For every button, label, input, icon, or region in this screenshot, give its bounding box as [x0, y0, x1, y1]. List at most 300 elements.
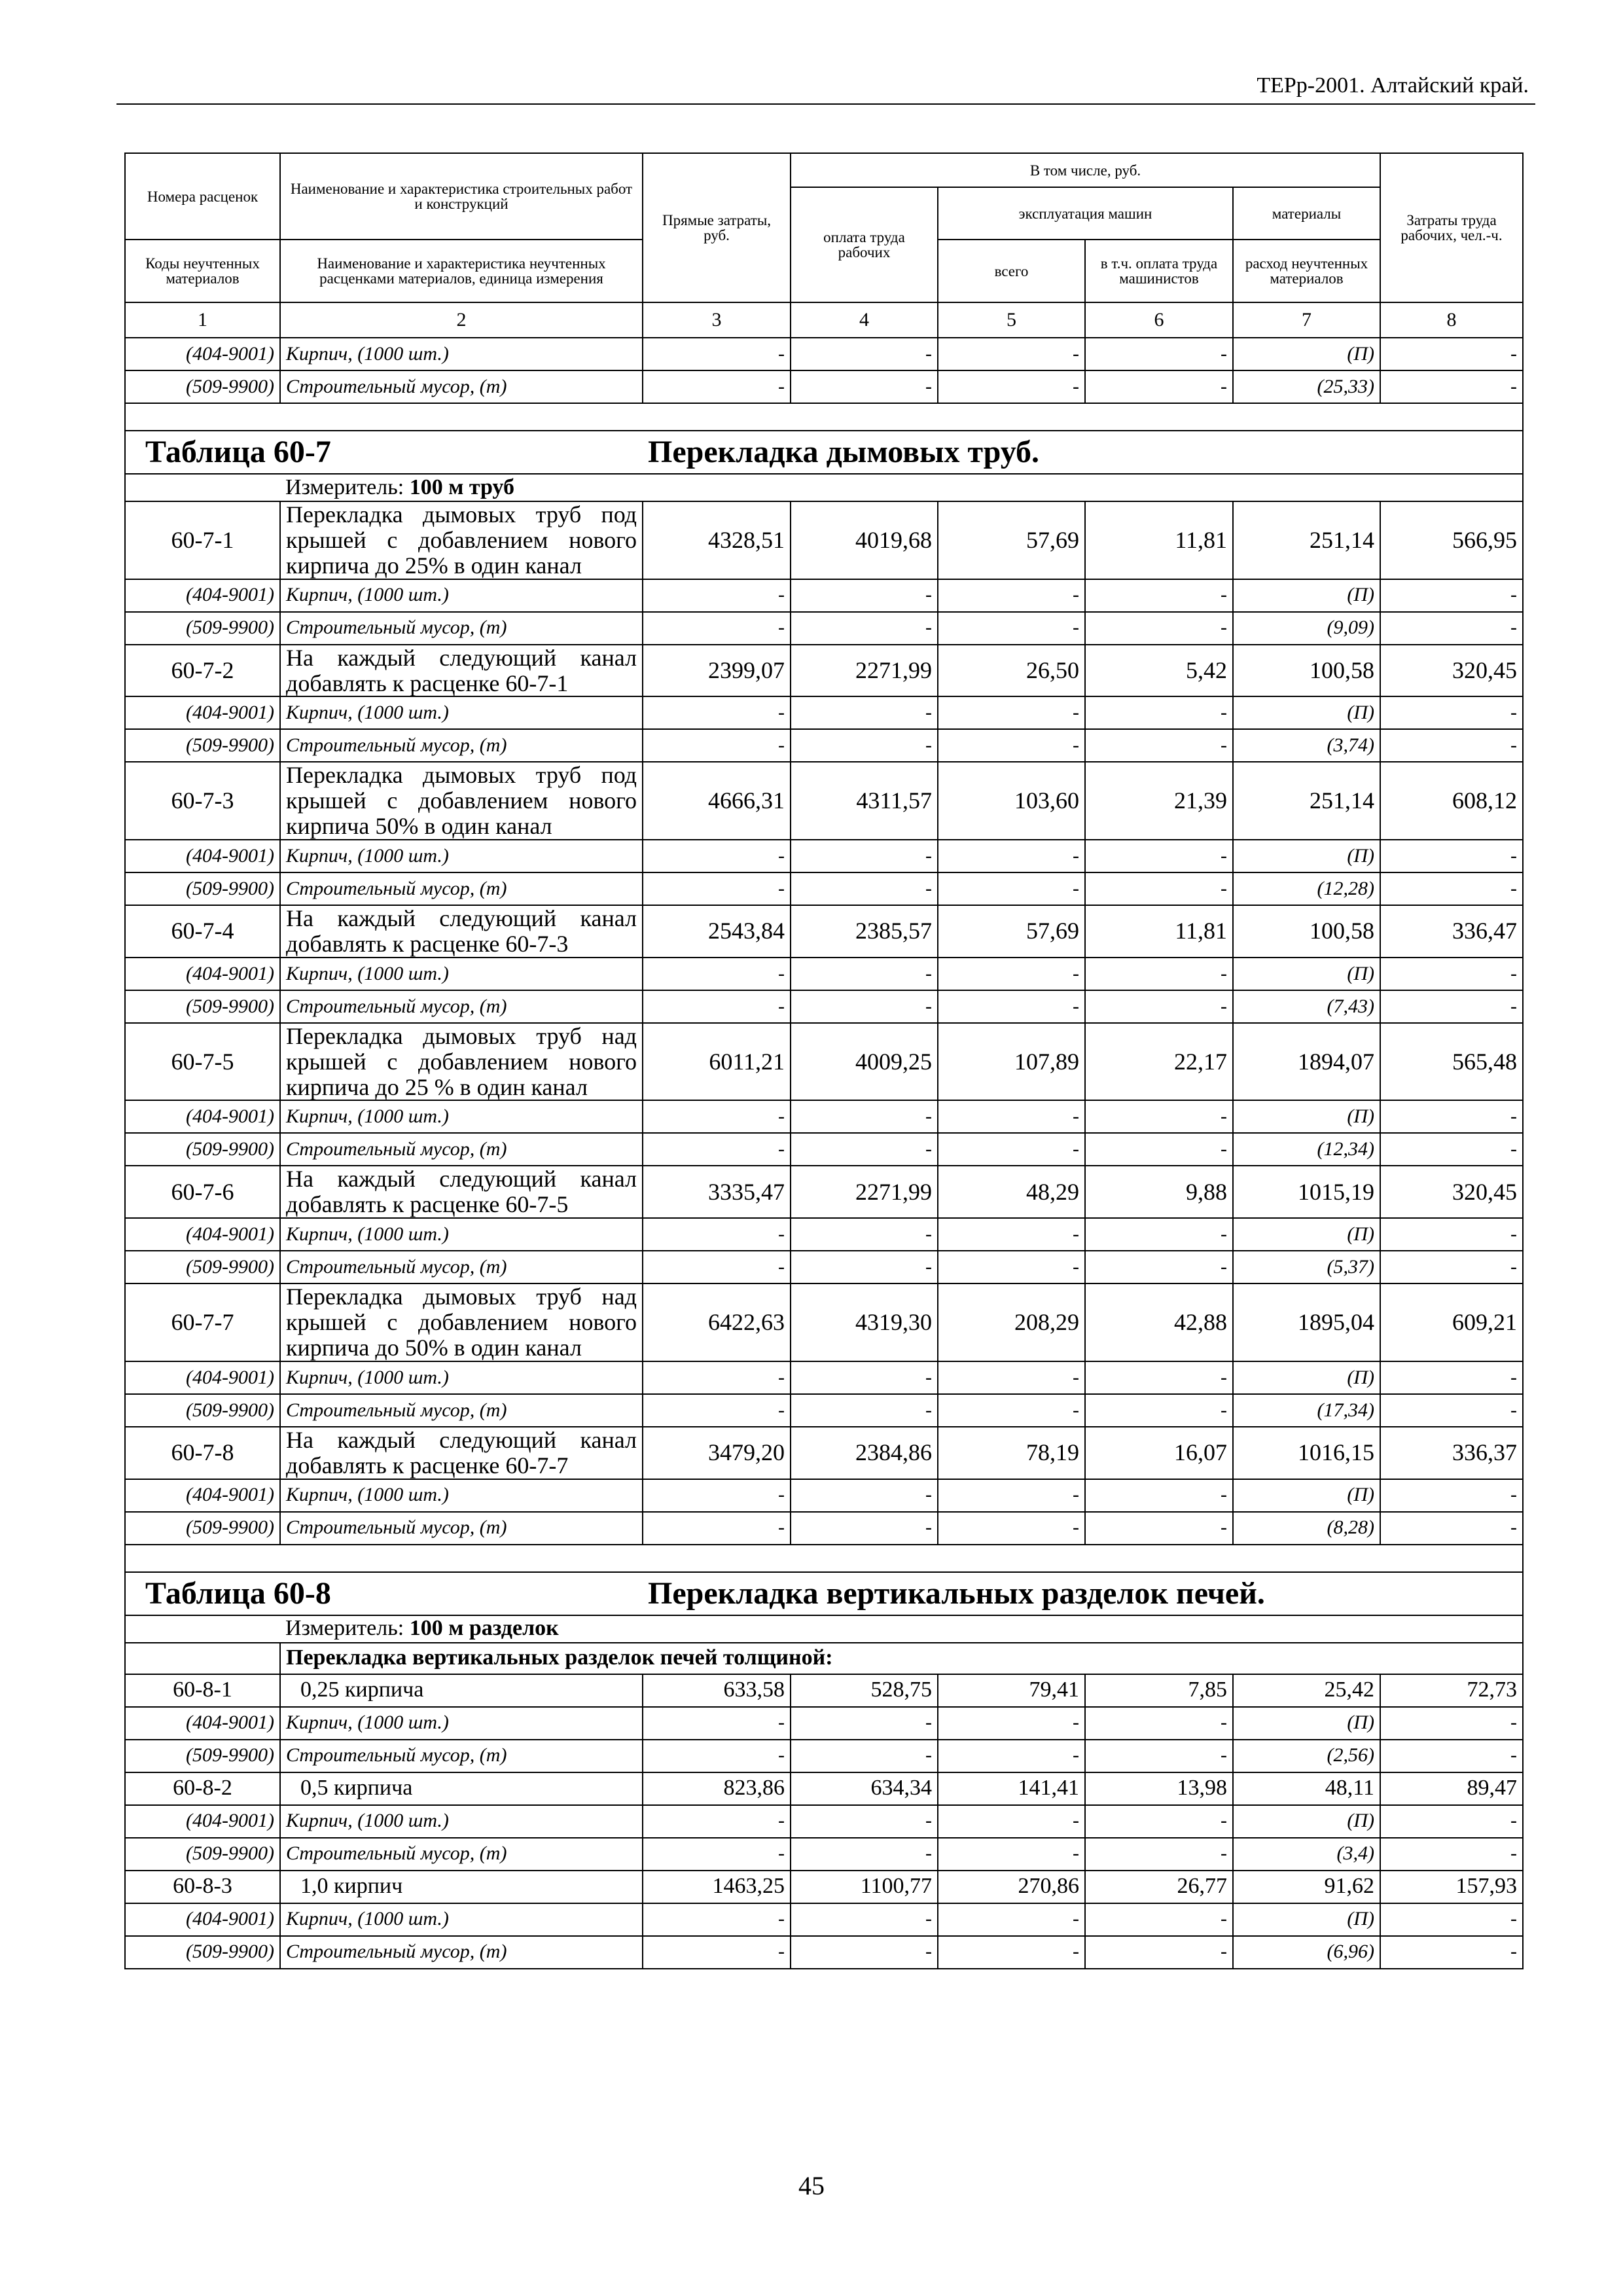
rate-code: 60-8-3	[125, 1871, 280, 1903]
material-name: Кирпич, (1000 шт.)	[280, 1707, 643, 1740]
material-labor-value: -	[1380, 1903, 1523, 1936]
material-machw-value: -	[1085, 338, 1233, 370]
rate-direct-value: 6011,21	[643, 1023, 791, 1101]
material-wages-value: -	[791, 1133, 938, 1166]
rate-labor-value: 608,12	[1380, 762, 1523, 840]
material-code: (509-9900)	[125, 990, 280, 1023]
rate-row	[125, 1166, 1523, 1218]
rate-mach-value: 26,50	[938, 645, 1085, 697]
material-mach-value: -	[938, 696, 1085, 729]
material-code: (509-9900)	[125, 872, 280, 905]
material-mach-value: -	[938, 612, 1085, 645]
material-wages-value: -	[791, 1100, 938, 1133]
material-row	[125, 1394, 1523, 1427]
rate-description: Перекладка дымовых труб под крышей с добавлением нового кирпича 50% в один канал	[280, 762, 643, 840]
rate-mach-value: 208,29	[938, 1283, 1085, 1361]
material-code: (509-9900)	[125, 1936, 280, 1969]
material-wages-value: -	[791, 1903, 938, 1936]
rate-direct-value: 4328,51	[643, 501, 791, 579]
rate-description: На каждый следующий канал добавлять к расценке 60-7-7	[280, 1427, 643, 1479]
col-header-materials: материалы	[1233, 187, 1380, 240]
material-labor-value: -	[1380, 338, 1523, 370]
rate-machw-value: 9,88	[1085, 1166, 1233, 1218]
rate-wages-value: 4319,30	[791, 1283, 938, 1361]
material-direct-value: -	[643, 1936, 791, 1969]
rate-row	[125, 1674, 1523, 1707]
rate-mach-value: 79,41	[938, 1674, 1085, 1707]
material-code: (509-9900)	[125, 612, 280, 645]
table-gap-cell	[125, 403, 1523, 431]
rate-direct-value: 4666,31	[643, 762, 791, 840]
table-gap-cell	[125, 1545, 1523, 1572]
material-machw-value: -	[1085, 1100, 1233, 1133]
rate-row	[125, 1772, 1523, 1805]
material-machw-value: -	[1085, 612, 1233, 645]
meter-prefix: Измеритель:	[285, 1616, 404, 1641]
col-number: 5	[938, 302, 1085, 338]
col-header-mat-use: расход неучтенных материалов	[1233, 240, 1380, 302]
material-row	[125, 1133, 1523, 1166]
material-labor-value: -	[1380, 1251, 1523, 1283]
material-wages-value: -	[791, 990, 938, 1023]
rate-labor-value: 72,73	[1380, 1674, 1523, 1707]
rate-mach-value: 48,29	[938, 1166, 1085, 1218]
material-code: (404-9001)	[125, 958, 280, 990]
material-mat-value: (3,4)	[1233, 1838, 1380, 1871]
material-direct-value: -	[643, 840, 791, 872]
material-mach-value: -	[938, 1838, 1085, 1871]
rate-mat-value: 1895,04	[1233, 1283, 1380, 1361]
material-code: (509-9900)	[125, 370, 280, 403]
rate-mat-value: 48,11	[1233, 1772, 1380, 1805]
material-code: (404-9001)	[125, 1903, 280, 1936]
material-mach-value: -	[938, 1903, 1085, 1936]
col-number: 3	[643, 302, 791, 338]
table-label: Таблица 60-7	[125, 431, 643, 474]
material-wages-value: -	[791, 958, 938, 990]
table-title-row	[125, 1572, 1523, 1615]
material-name: Строительный мусор, (т)	[280, 370, 643, 403]
meter-row	[125, 1615, 1523, 1643]
material-name: Строительный мусор, (т)	[280, 872, 643, 905]
col-number: 7	[1233, 302, 1380, 338]
material-wages-value: -	[791, 1479, 938, 1512]
document-title: ТЕРр-2001. Алтайский край.	[1257, 73, 1529, 98]
col-header-code2: Коды неучтенных материалов	[125, 240, 280, 302]
material-row	[125, 1512, 1523, 1545]
material-wages-value: -	[791, 1936, 938, 1969]
rate-mat-value: 251,14	[1233, 501, 1380, 579]
material-mach-value: -	[938, 1740, 1085, 1772]
material-mat-value: (П)	[1233, 696, 1380, 729]
rate-machw-value: 16,07	[1085, 1427, 1233, 1479]
material-direct-value: -	[643, 612, 791, 645]
material-wages-value: -	[791, 729, 938, 762]
material-mat-value: (2,56)	[1233, 1740, 1380, 1772]
material-wages-value: -	[791, 1361, 938, 1394]
material-direct-value: -	[643, 370, 791, 403]
rate-mach-value: 103,60	[938, 762, 1085, 840]
meter-cell	[280, 1615, 1523, 1643]
rate-description: 0,5 кирпича	[280, 1772, 643, 1805]
rate-description: Перекладка дымовых труб над крышей с добавлением нового кирпича до 25 % в один канал	[280, 1023, 643, 1101]
material-code: (509-9900)	[125, 1251, 280, 1283]
table-title-row	[125, 431, 1523, 474]
material-wages-value: -	[791, 1394, 938, 1427]
material-labor-value: -	[1380, 1394, 1523, 1427]
material-wages-value: -	[791, 1707, 938, 1740]
material-labor-value: -	[1380, 1936, 1523, 1969]
material-name: Кирпич, (1000 шт.)	[280, 1218, 643, 1251]
material-labor-value: -	[1380, 1479, 1523, 1512]
rate-mach-value: 270,86	[938, 1871, 1085, 1903]
rate-mach-value: 57,69	[938, 501, 1085, 579]
material-machw-value: -	[1085, 370, 1233, 403]
table-title: Перекладка вертикальных разделок печей.	[643, 1572, 1523, 1615]
material-name: Кирпич, (1000 шт.)	[280, 840, 643, 872]
material-mach-value: -	[938, 729, 1085, 762]
col-header-code: Номера расценок	[125, 153, 280, 240]
rate-machw-value: 21,39	[1085, 762, 1233, 840]
col-number: 4	[791, 302, 938, 338]
material-direct-value: -	[643, 1740, 791, 1772]
rate-row	[125, 645, 1523, 697]
section-spacer	[125, 1643, 280, 1674]
material-name: Кирпич, (1000 шт.)	[280, 1903, 643, 1936]
rate-code: 60-7-5	[125, 1023, 280, 1101]
material-code: (404-9001)	[125, 579, 280, 612]
material-wages-value: -	[791, 840, 938, 872]
rate-row	[125, 1283, 1523, 1361]
rate-labor-value: 565,48	[1380, 1023, 1523, 1101]
material-name: Строительный мусор, (т)	[280, 1740, 643, 1772]
rate-mach-value: 57,69	[938, 905, 1085, 958]
material-direct-value: -	[643, 1100, 791, 1133]
rate-wages-value: 2271,99	[791, 1166, 938, 1218]
material-machw-value: -	[1085, 840, 1233, 872]
material-mach-value: -	[938, 1394, 1085, 1427]
material-wages-value: -	[791, 872, 938, 905]
rate-code: 60-7-4	[125, 905, 280, 958]
material-row	[125, 840, 1523, 872]
material-row	[125, 1100, 1523, 1133]
material-labor-value: -	[1380, 1805, 1523, 1838]
rate-mat-value: 251,14	[1233, 762, 1380, 840]
section-row	[125, 1643, 1523, 1674]
material-mat-value: (П)	[1233, 338, 1380, 370]
material-machw-value: -	[1085, 1133, 1233, 1166]
col-header-direct: Прямые затраты, руб.	[643, 153, 791, 302]
material-code: (509-9900)	[125, 729, 280, 762]
rate-code: 60-8-1	[125, 1674, 280, 1707]
rate-row	[125, 501, 1523, 579]
rate-code: 60-8-2	[125, 1772, 280, 1805]
material-name: Кирпич, (1000 шт.)	[280, 958, 643, 990]
rate-labor-value: 157,93	[1380, 1871, 1523, 1903]
material-wages-value: -	[791, 1805, 938, 1838]
material-mach-value: -	[938, 1218, 1085, 1251]
rate-code: 60-7-3	[125, 762, 280, 840]
material-code: (509-9900)	[125, 1133, 280, 1166]
rate-machw-value: 11,81	[1085, 905, 1233, 958]
material-wages-value: -	[791, 1251, 938, 1283]
material-labor-value: -	[1380, 1838, 1523, 1871]
material-mach-value: -	[938, 990, 1085, 1023]
material-mach-value: -	[938, 1100, 1085, 1133]
material-direct-value: -	[643, 1133, 791, 1166]
material-row	[125, 1740, 1523, 1772]
rate-mach-value: 78,19	[938, 1427, 1085, 1479]
material-mat-value: (П)	[1233, 1707, 1380, 1740]
material-mat-value: (12,34)	[1233, 1133, 1380, 1166]
rate-description: На каждый следующий канал добавлять к расценке 60-7-5	[280, 1166, 643, 1218]
material-row	[125, 1838, 1523, 1871]
material-mat-value: (7,43)	[1233, 990, 1380, 1023]
material-mat-value: (5,37)	[1233, 1251, 1380, 1283]
col-number: 6	[1085, 302, 1233, 338]
material-machw-value: -	[1085, 1903, 1233, 1936]
rate-labor-value: 609,21	[1380, 1283, 1523, 1361]
rate-direct-value: 633,58	[643, 1674, 791, 1707]
table-title: Перекладка дымовых труб.	[643, 431, 1523, 474]
col-number: 1	[125, 302, 280, 338]
material-wages-value: -	[791, 338, 938, 370]
material-mat-value: (П)	[1233, 1218, 1380, 1251]
material-wages-value: -	[791, 612, 938, 645]
rate-code: 60-7-1	[125, 501, 280, 579]
rate-row	[125, 762, 1523, 840]
material-direct-value: -	[643, 1707, 791, 1740]
rate-machw-value: 5,42	[1085, 645, 1233, 697]
material-mat-value: (25,33)	[1233, 370, 1380, 403]
material-code: (404-9001)	[125, 840, 280, 872]
header-row-1	[125, 153, 1523, 187]
material-mach-value: -	[938, 1133, 1085, 1166]
rate-row	[125, 1427, 1523, 1479]
rate-row	[125, 1871, 1523, 1903]
rate-description: 0,25 кирпича	[280, 1674, 643, 1707]
material-machw-value: -	[1085, 1479, 1233, 1512]
material-mat-value: (9,09)	[1233, 612, 1380, 645]
rate-direct-value: 823,86	[643, 1772, 791, 1805]
meter-row	[125, 474, 1523, 501]
material-code: (404-9001)	[125, 696, 280, 729]
material-row	[125, 958, 1523, 990]
material-mat-value: (П)	[1233, 1805, 1380, 1838]
material-mach-value: -	[938, 1251, 1085, 1283]
col-header-machines: эксплуатация машин	[938, 187, 1233, 240]
material-row	[125, 1707, 1523, 1740]
material-mat-value: (П)	[1233, 1903, 1380, 1936]
rate-labor-value: 320,45	[1380, 645, 1523, 697]
material-name: Строительный мусор, (т)	[280, 1838, 643, 1871]
material-labor-value: -	[1380, 990, 1523, 1023]
material-row	[125, 338, 1523, 370]
meter-spacer	[125, 1615, 280, 1643]
page-number: 45	[798, 2171, 825, 2200]
material-mach-value: -	[938, 840, 1085, 872]
material-name: Строительный мусор, (т)	[280, 612, 643, 645]
rate-wages-value: 528,75	[791, 1674, 938, 1707]
material-mat-value: (П)	[1233, 958, 1380, 990]
material-mat-value: (8,28)	[1233, 1512, 1380, 1545]
material-direct-value: -	[643, 1218, 791, 1251]
rate-direct-value: 3335,47	[643, 1166, 791, 1218]
rate-description: Перекладка дымовых труб над крышей с добавлением нового кирпича до 50% в один канал	[280, 1283, 643, 1361]
material-mat-value: (П)	[1233, 1479, 1380, 1512]
table-label: Таблица 60-8	[125, 1572, 643, 1615]
material-machw-value: -	[1085, 1838, 1233, 1871]
material-row	[125, 990, 1523, 1023]
rate-direct-value: 1463,25	[643, 1871, 791, 1903]
col-header-wages: оплата труда рабочих	[791, 187, 938, 302]
meter-cell	[280, 474, 1523, 501]
material-name: Кирпич, (1000 шт.)	[280, 1100, 643, 1133]
material-row	[125, 696, 1523, 729]
rate-labor-value: 320,45	[1380, 1166, 1523, 1218]
rate-wages-value: 4009,25	[791, 1023, 938, 1101]
rate-direct-value: 2543,84	[643, 905, 791, 958]
material-machw-value: -	[1085, 729, 1233, 762]
material-row	[125, 1805, 1523, 1838]
material-name: Кирпич, (1000 шт.)	[280, 338, 643, 370]
material-mach-value: -	[938, 1479, 1085, 1512]
material-name: Строительный мусор, (т)	[280, 990, 643, 1023]
material-name: Строительный мусор, (т)	[280, 1133, 643, 1166]
material-labor-value: -	[1380, 1707, 1523, 1740]
material-machw-value: -	[1085, 1512, 1233, 1545]
material-row	[125, 1903, 1523, 1936]
column-number-row	[125, 302, 1523, 338]
material-labor-value: -	[1380, 370, 1523, 403]
col-number: 8	[1380, 302, 1523, 338]
rate-mach-value: 141,41	[938, 1772, 1085, 1805]
material-code: (404-9001)	[125, 338, 280, 370]
material-row	[125, 1361, 1523, 1394]
material-mat-value: (17,34)	[1233, 1394, 1380, 1427]
material-code: (509-9900)	[125, 1512, 280, 1545]
rate-machw-value: 13,98	[1085, 1772, 1233, 1805]
rate-mat-value: 25,42	[1233, 1674, 1380, 1707]
material-mat-value: (3,74)	[1233, 729, 1380, 762]
material-labor-value: -	[1380, 958, 1523, 990]
rate-machw-value: 7,85	[1085, 1674, 1233, 1707]
material-machw-value: -	[1085, 1361, 1233, 1394]
material-machw-value: -	[1085, 1251, 1233, 1283]
meter-prefix: Измеритель:	[285, 475, 404, 499]
material-direct-value: -	[643, 990, 791, 1023]
material-mach-value: -	[938, 1707, 1085, 1740]
material-direct-value: -	[643, 1838, 791, 1871]
rate-mat-value: 91,62	[1233, 1871, 1380, 1903]
material-labor-value: -	[1380, 1100, 1523, 1133]
material-name: Кирпич, (1000 шт.)	[280, 1361, 643, 1394]
material-machw-value: -	[1085, 990, 1233, 1023]
rate-wages-value: 2271,99	[791, 645, 938, 697]
material-name: Кирпич, (1000 шт.)	[280, 696, 643, 729]
material-labor-value: -	[1380, 612, 1523, 645]
material-name: Строительный мусор, (т)	[280, 1394, 643, 1427]
material-name: Строительный мусор, (т)	[280, 1251, 643, 1283]
col-number: 2	[280, 302, 643, 338]
meter-value: 100 м разделок	[409, 1616, 559, 1641]
material-wages-value: -	[791, 370, 938, 403]
material-mach-value: -	[938, 872, 1085, 905]
material-row	[125, 729, 1523, 762]
material-row	[125, 1936, 1523, 1969]
material-code: (509-9900)	[125, 1740, 280, 1772]
rate-code: 60-7-7	[125, 1283, 280, 1361]
material-machw-value: -	[1085, 579, 1233, 612]
material-mat-value: (П)	[1233, 1361, 1380, 1394]
material-wages-value: -	[791, 1218, 938, 1251]
col-header-name2: Наименование и характеристика неучтенных расценками материалов, единица измерения	[280, 240, 643, 302]
rate-mat-value: 1894,07	[1233, 1023, 1380, 1101]
material-code: (509-9900)	[125, 1838, 280, 1871]
material-mach-value: -	[938, 579, 1085, 612]
col-header-mach-wages: в т.ч. оплата труда машинистов	[1085, 240, 1233, 302]
material-name: Кирпич, (1000 шт.)	[280, 1805, 643, 1838]
material-code: (404-9001)	[125, 1479, 280, 1512]
rate-wages-value: 4311,57	[791, 762, 938, 840]
material-mach-value: -	[938, 338, 1085, 370]
material-code: (509-9900)	[125, 1394, 280, 1427]
material-machw-value: -	[1085, 1707, 1233, 1740]
rate-description: 1,0 кирпич	[280, 1871, 643, 1903]
material-machw-value: -	[1085, 872, 1233, 905]
material-labor-value: -	[1380, 1218, 1523, 1251]
rate-code: 60-7-6	[125, 1166, 280, 1218]
rate-mat-value: 100,58	[1233, 905, 1380, 958]
material-mat-value: (12,28)	[1233, 872, 1380, 905]
material-direct-value: -	[643, 872, 791, 905]
material-wages-value: -	[791, 1740, 938, 1772]
material-machw-value: -	[1085, 1740, 1233, 1772]
material-direct-value: -	[643, 579, 791, 612]
material-labor-value: -	[1380, 840, 1523, 872]
material-name: Кирпич, (1000 шт.)	[280, 1479, 643, 1512]
material-code: (404-9001)	[125, 1100, 280, 1133]
rate-labor-value: 566,95	[1380, 501, 1523, 579]
material-labor-value: -	[1380, 1133, 1523, 1166]
rate-row	[125, 905, 1523, 958]
rate-labor-value: 336,47	[1380, 905, 1523, 958]
material-machw-value: -	[1085, 958, 1233, 990]
material-row	[125, 872, 1523, 905]
rate-row	[125, 1023, 1523, 1101]
rate-labor-value: 89,47	[1380, 1772, 1523, 1805]
rate-machw-value: 42,88	[1085, 1283, 1233, 1361]
material-name: Кирпич, (1000 шт.)	[280, 579, 643, 612]
rate-machw-value: 26,77	[1085, 1871, 1233, 1903]
material-mat-value: (П)	[1233, 1100, 1380, 1133]
price-table	[124, 152, 1524, 1969]
col-header-mach-total: всего	[938, 240, 1085, 302]
rate-description: Перекладка дымовых труб под крышей с добавлением нового кирпича до 25% в один канал	[280, 501, 643, 579]
rate-machw-value: 22,17	[1085, 1023, 1233, 1101]
col-header-incl: В том числе, руб.	[791, 153, 1380, 187]
material-direct-value: -	[643, 1394, 791, 1427]
material-mach-value: -	[938, 958, 1085, 990]
material-labor-value: -	[1380, 1361, 1523, 1394]
rate-mat-value: 1016,15	[1233, 1427, 1380, 1479]
material-code: (404-9001)	[125, 1805, 280, 1838]
rate-wages-value: 2385,57	[791, 905, 938, 958]
material-code: (404-9001)	[125, 1218, 280, 1251]
rate-machw-value: 11,81	[1085, 501, 1233, 579]
rate-direct-value: 3479,20	[643, 1427, 791, 1479]
material-mach-value: -	[938, 1936, 1085, 1969]
